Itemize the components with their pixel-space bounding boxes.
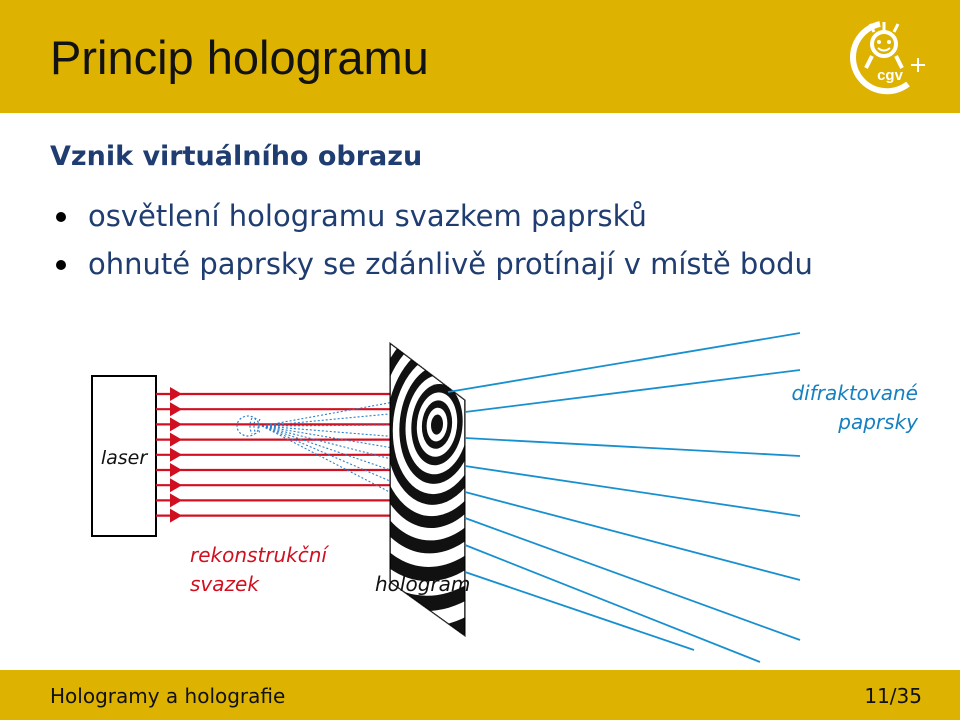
page-number: 11/35 bbox=[864, 684, 922, 708]
footer-title: Hologramy a holografie bbox=[50, 684, 286, 708]
diffracted-ray bbox=[465, 370, 800, 412]
virtual-point-outline bbox=[237, 416, 259, 436]
hologram-label: hologram bbox=[375, 572, 471, 596]
subtitle: Vznik virtuálního obrazu bbox=[50, 141, 423, 172]
laser-label: laser bbox=[100, 447, 148, 469]
cgv-logo bbox=[840, 18, 930, 98]
virtual-ray bbox=[262, 426, 405, 500]
beam-arrow-icon bbox=[170, 509, 182, 523]
beam-arrow-icon bbox=[170, 417, 182, 431]
diffracted-label-line1: difraktované bbox=[791, 381, 918, 405]
diffracted-ray bbox=[465, 438, 800, 456]
reconstruction-label-line1: rekonstrukční bbox=[190, 543, 327, 567]
bullet-list bbox=[50, 192, 813, 288]
beam-arrow-icon bbox=[170, 402, 182, 416]
beam-arrow-icon bbox=[170, 448, 182, 462]
beam-arrow-icon bbox=[170, 493, 182, 507]
diffracted-ray bbox=[465, 572, 694, 650]
virtual-ray bbox=[262, 426, 405, 475]
beam-arrow-icon bbox=[170, 387, 182, 401]
virtual-ray bbox=[262, 426, 405, 450]
bullet-item bbox=[50, 240, 813, 288]
bullet-dot-icon bbox=[56, 260, 66, 270]
bullet-dot-icon bbox=[56, 212, 66, 222]
bullet-item bbox=[50, 192, 813, 240]
footer-bar bbox=[0, 670, 960, 720]
bullet-text: osvětlení hologramu svazkem paprsků bbox=[88, 199, 647, 233]
hologram-diagram bbox=[0, 300, 960, 670]
diffracted-ray bbox=[465, 545, 760, 662]
virtual-ray bbox=[262, 400, 405, 426]
bullet-text: ohnuté paprsky se zdánlivě protínají v místě bodu bbox=[88, 247, 813, 281]
reconstruction-label-line2: svazek bbox=[190, 572, 259, 596]
diffracted-beams bbox=[448, 333, 800, 662]
reconstruction-beams bbox=[156, 387, 412, 523]
beam-arrow-icon bbox=[170, 478, 182, 492]
beam-arrow-icon bbox=[170, 463, 182, 477]
diffracted-ray bbox=[465, 466, 800, 516]
diffracted-label-line2: paprsky bbox=[838, 410, 918, 434]
virtual-ray bbox=[262, 426, 405, 438]
header-bar bbox=[0, 0, 960, 113]
slide-title: Princip hologramu bbox=[50, 31, 429, 84]
logo-text: cgv bbox=[877, 67, 903, 84]
beam-arrow-icon bbox=[170, 433, 182, 447]
diffracted-ray bbox=[448, 333, 800, 392]
